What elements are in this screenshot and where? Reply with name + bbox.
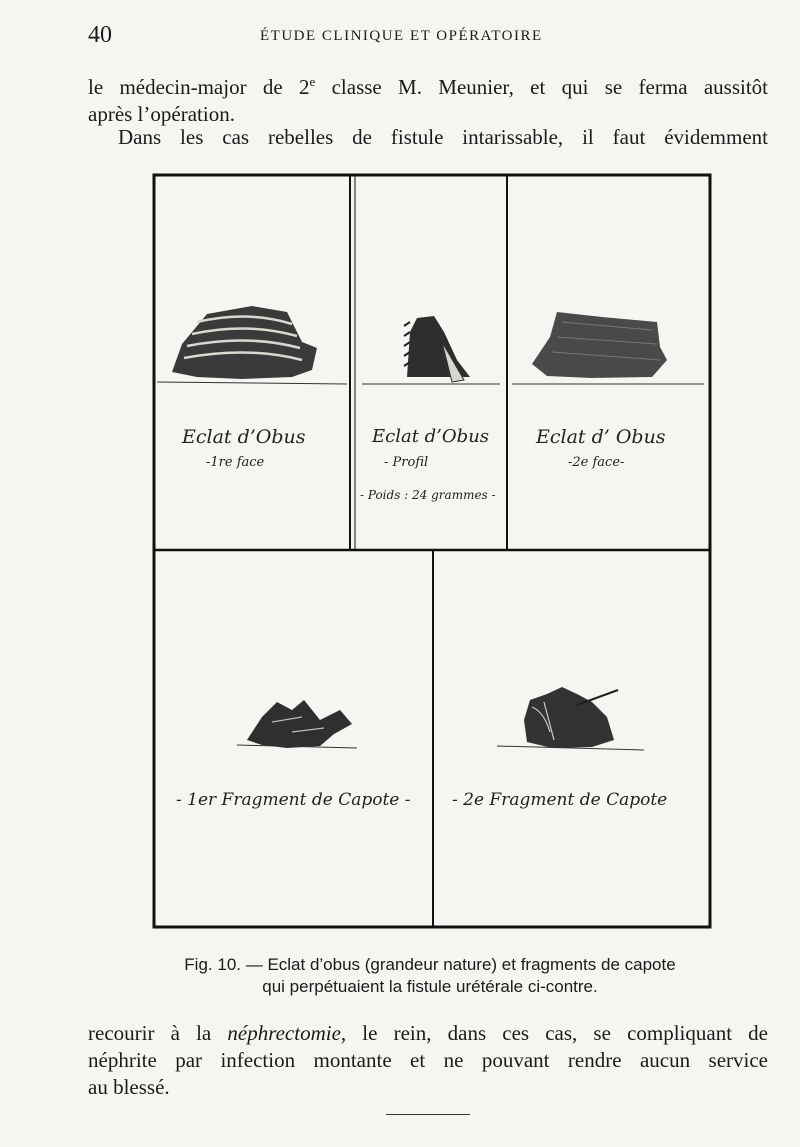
p1-superscript: e [309, 74, 316, 89]
panel5-title: - 2e Fragment de Capote [452, 790, 668, 810]
paragraph-bottom-line2: néphrite par infection montante et ne pouvant rendre aucun service [88, 1048, 768, 1072]
shell-fragment-profile-drawing [362, 316, 500, 384]
paragraph-top-line2: après l’opération. [88, 102, 235, 126]
paragraph-second: Dans les cas rebelles de fistule intarissable, il faut évidemment [118, 125, 768, 149]
p1-text-a: le médecin-major de 2 [88, 75, 310, 99]
panel1-subtitle: -1re face [206, 455, 265, 470]
caption-line1: Fig. 10. — Eclat d’obus (grandeur nature) et fragments de capote [184, 955, 676, 974]
page-number: 40 [88, 22, 112, 48]
figure-frame [152, 172, 712, 930]
panel3-subtitle: -2e face- [568, 455, 625, 470]
panel2-title: Eclat d’Obus [372, 426, 490, 447]
figure-10 [152, 172, 712, 930]
figure-caption [100, 954, 760, 998]
p3-emphasis: néphrectomie [227, 1021, 341, 1045]
page-header [88, 22, 768, 52]
paragraph-top-line1 [88, 68, 768, 101]
shell-fragment-face1-drawing [157, 306, 347, 384]
p3-text-b: , le rein, dans ces cas, se compliquant de [340, 1021, 769, 1045]
panel1-title: Eclat d’Obus [182, 426, 306, 448]
shell-fragment-face2-drawing [512, 312, 704, 384]
panel2-subtitle: - Profil [384, 455, 429, 470]
section-rule [386, 1114, 470, 1115]
paragraph-bottom-line3: au blessé. [88, 1075, 170, 1099]
paragraph-top [88, 68, 768, 128]
p1-text-b: classe M. Meunier, et qui se ferma aussitôt [315, 75, 768, 99]
capote-fragment2-drawing [497, 687, 644, 750]
capote-fragment1-drawing [237, 700, 357, 748]
panel2-weight-note: - Poids : 24 grammes - [360, 488, 496, 502]
running-head: ÉTUDE CLINIQUE ET OPÉRATOIRE [260, 28, 543, 44]
p3-text-a: recourir à la [88, 1021, 228, 1045]
paragraph-bottom [88, 1020, 768, 1101]
caption-line2: qui perpétuaient la fistule urétérale ci-contre. [262, 977, 598, 996]
panel3-title: Eclat d’ Obus [536, 426, 666, 448]
panel4-title: - 1er Fragment de Capote - [176, 790, 411, 810]
paragraph-bottom-line1 [88, 1020, 768, 1047]
